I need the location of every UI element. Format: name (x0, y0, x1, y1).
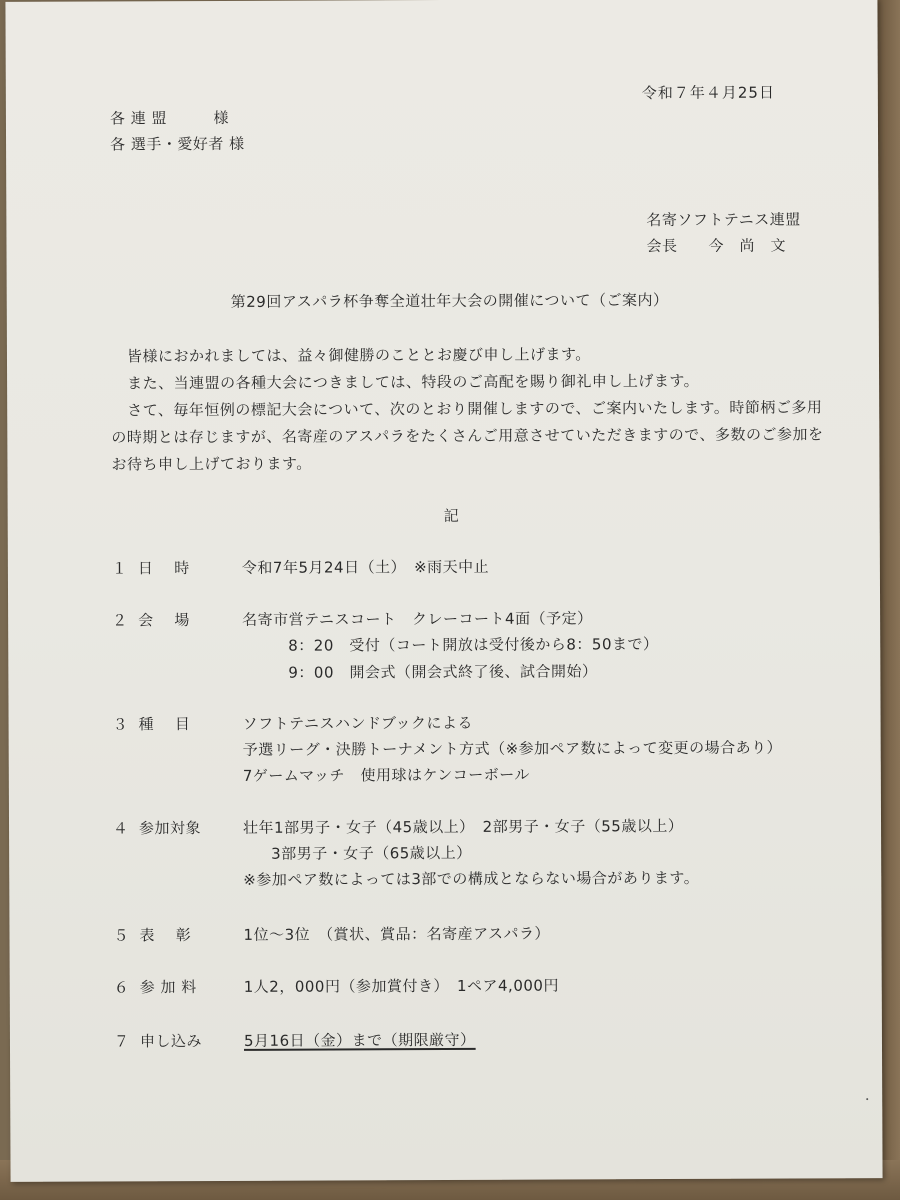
item-label-apply: 申し込み (139, 1032, 203, 1051)
document-sheet (5, 0, 882, 1182)
item-label-venue: 会 場 (138, 611, 190, 630)
item-value-apply-deadline: 5月16日（金）まで（期限厳守） (243, 1030, 476, 1050)
addressee-federations: 各 連 盟 様 (109, 108, 230, 128)
item-number-event: ３ (112, 715, 129, 734)
item-value-award: 1位～3位 （賞状、賞品：名寄産アスパラ） (243, 924, 551, 944)
item-number-fee: ６ (113, 978, 130, 997)
item-venue-opening: 9：00 開会式（開会式終了後、試合開始） (288, 662, 598, 682)
sender-organization: 名寄ソフトテニス連盟 (646, 210, 801, 230)
addressee-players: 各 選手・愛好者 様 (110, 134, 245, 154)
document-date: 令和７年４月25日 (641, 83, 775, 103)
item-value-eligibility: 壮年1部男子・女子（45歳以上） 2部男子・女子（55歳以上） (242, 816, 684, 837)
document-title: 第29回アスパラ杯争奪全道壮年大会の開催について（ご案内） (230, 291, 669, 311)
item-value-date: 令和7年5月24日（土） ※雨天中止 (241, 557, 490, 577)
body-paragraph-3-end: お待ち申し上げております。 (111, 454, 312, 474)
item-number-venue: ２ (112, 611, 128, 630)
item-number-date: １ (111, 559, 128, 578)
item-event-match: 7ゲームマッチ 使用球はケンコーボール (242, 765, 530, 785)
body-paragraph-3: さて、毎年恒例の標記大会について、次のとおり開催しますので、ご案内いたします。時節柄ご多用 (127, 398, 823, 420)
item-event-format: 予選リーグ・決勝トーナメント方式（※参加ペア数によって変更の場合あり） (242, 738, 783, 759)
item-label-event: 種 目 (138, 715, 191, 734)
item-label-fee: 参 加 料 (139, 978, 197, 997)
ki-heading: 記 (443, 506, 460, 526)
item-number-award: ５ (113, 926, 130, 945)
body-paragraph-3-cont: の時期とは存じますが、名寄産のアスパラをたくさんご用意させていただきますので、多数のご参加を (111, 425, 824, 447)
item-eligibility-note: ※参加ペア数によっては3部での構成とならない場合があります。 (243, 868, 700, 889)
item-eligibility-div3: 3部男子・女子（65歳以上） (271, 843, 472, 863)
sender-president: 会長 今 尚 文 (646, 236, 787, 256)
item-number-apply: ７ (113, 1032, 130, 1051)
item-value-event: ソフトテニスハンドブックによる (242, 713, 474, 733)
item-venue-reception: 8：20 受付（コート開放は受付後から8：50まで） (288, 635, 659, 655)
item-label-date: 日 時 (137, 559, 190, 578)
paper-speck (866, 1098, 868, 1100)
item-label-award: 表 彰 (139, 926, 192, 945)
item-value-venue: 名寄市営テニスコート クレーコート4面（予定） (242, 609, 593, 629)
item-value-fee: 1人2，000円（参加賞付き） 1ペア4,000円 (243, 976, 559, 996)
body-paragraph-2: また、当連盟の各種大会につきましては、特段のご高配を賜り御礼申し上げます。 (127, 371, 700, 393)
body-paragraph-1: 皆様におかれましては、益々御健勝のこととお慶び申し上げます。 (126, 345, 591, 366)
item-label-eligibility: 参加対象 (138, 819, 202, 838)
item-number-eligibility: ４ (112, 819, 129, 838)
